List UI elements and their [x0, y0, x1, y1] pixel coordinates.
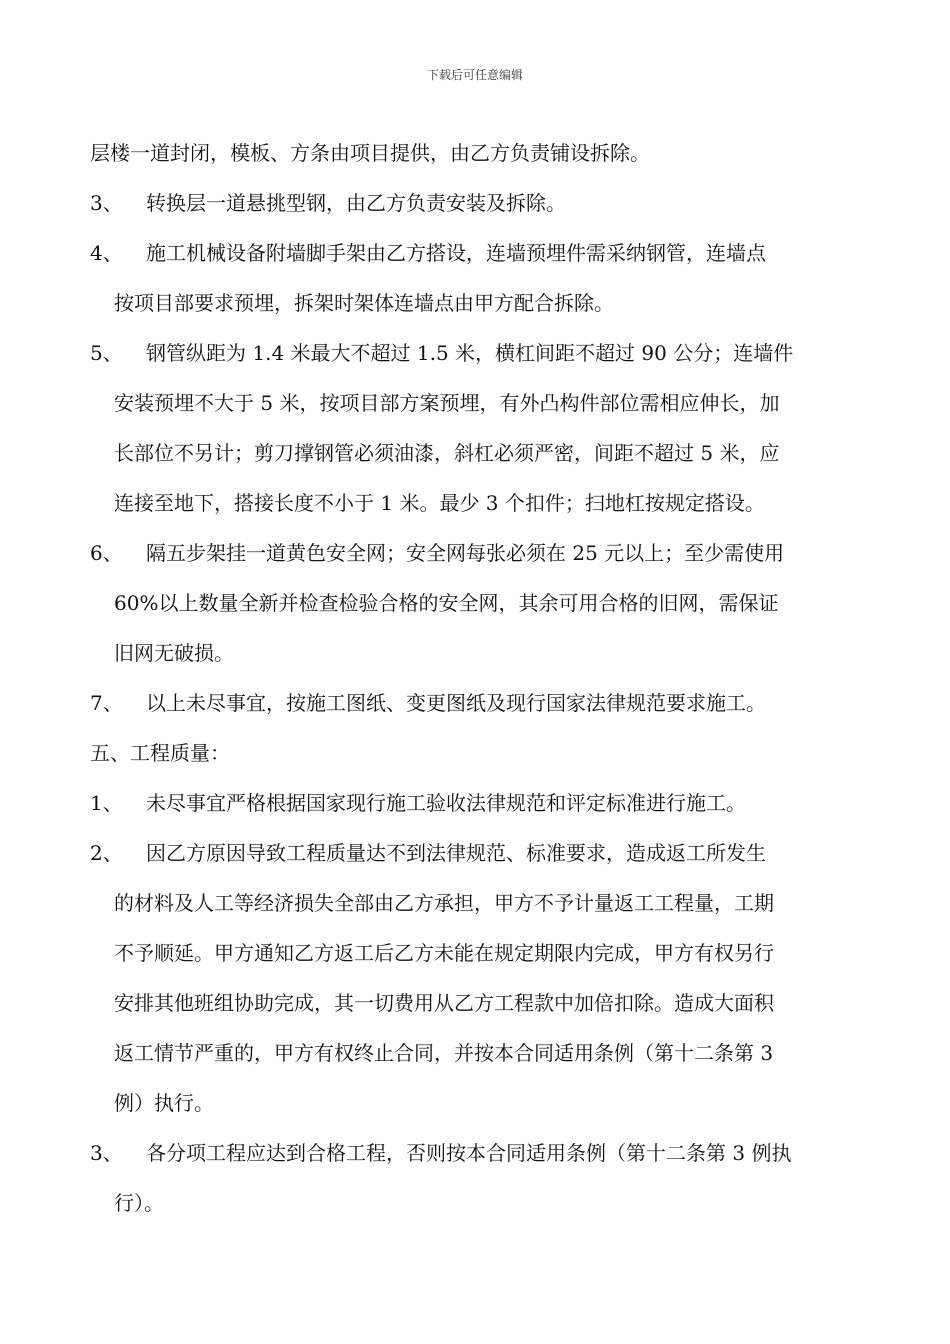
line-text: 行）。 — [114, 1191, 164, 1215]
text-line — [90, 428, 870, 478]
item-number: 3、 — [90, 1141, 123, 1165]
line-text: 例）执行。 — [114, 1091, 214, 1115]
line-text: 旧网无破损。 — [114, 641, 234, 665]
text-line — [90, 128, 870, 178]
text-line — [90, 628, 870, 678]
text-line — [90, 878, 870, 928]
item-number: 2、 — [90, 841, 123, 865]
text-line — [90, 1078, 870, 1128]
line-text: 按项目部要求预埋，拆架时架体连墙点由甲方配合拆除。 — [114, 291, 614, 315]
line-text: 隔五步架挂一道黄色安全网；安全网每张必须在 25 元以上；至少需使用 — [146, 541, 785, 565]
text-line — [90, 1128, 870, 1178]
line-text: 层楼一道封闭，模板、方条由项目提供，由乙方负责铺设拆除。 — [90, 141, 650, 165]
text-line — [90, 828, 870, 878]
text-line — [90, 178, 870, 228]
item-number: 5、 — [90, 341, 123, 365]
text-line — [90, 1178, 870, 1228]
line-text: 的材料及人工等经济损失全部由乙方承担，甲方不予计量返工工程量，工期 — [114, 891, 774, 915]
line-text: 长部位不另计；剪刀撑钢管必须油漆，斜杠必须严密，间距不超过 5 米，应 — [114, 441, 780, 465]
item-number: 3、 — [90, 191, 123, 215]
text-line — [90, 678, 870, 728]
text-line — [90, 578, 870, 628]
line-text: 以上未尽事宜，按施工图纸、变更图纸及现行国家法律规范要求施工。 — [146, 691, 766, 715]
item-number: 1、 — [90, 791, 123, 815]
line-text: 转换层一道悬挑型钢，由乙方负责安装及拆除。 — [146, 191, 566, 215]
line-text: 60%以上数量全新并检查检验合格的安全网，其余可用合格的旧网，需保证 — [114, 591, 779, 615]
line-text: 各分项工程应达到合格工程，否则按本合同适用条例（第十二条第 3 例执 — [146, 1141, 792, 1165]
line-text: 施工机械设备附墙脚手架由乙方搭设，连墙预埋件需采纳钢管，连墙点 — [146, 241, 766, 265]
line-text: 未尽事宜严格根据国家现行施工验收法律规范和评定标准进行施工。 — [146, 791, 746, 815]
document-body — [90, 128, 870, 1228]
line-text: 不予顺延。甲方通知乙方返工后乙方未能在规定期限内完成，甲方有权另行 — [114, 941, 774, 965]
line-text: 五、工程质量： — [90, 741, 230, 765]
text-line — [90, 478, 870, 528]
text-line — [90, 378, 870, 428]
line-text: 安装预埋不大于 5 米，按项目部方案预埋，有外凸构件部位需相应伸长，加 — [114, 391, 780, 415]
text-line — [90, 778, 870, 828]
line-text: 因乙方原因导致工程质量达不到法律规范、标准要求，造成返工所发生 — [146, 841, 766, 865]
line-text: 安排其他班组协助完成，其一切费用从乙方工程款中加倍扣除。造成大面积 — [114, 991, 774, 1015]
line-text: 连接至地下，搭接长度不小于 1 米。最少 3 个扣件；扫地杠按规定搭设。 — [114, 491, 765, 515]
line-text: 钢管纵距为 1.4 米最大不超过 1.5 米，横杠间距不超过 90 公分；连墙件 — [146, 341, 794, 365]
text-line — [90, 728, 870, 778]
item-number: 7、 — [90, 691, 123, 715]
line-text: 返工情节严重的，甲方有权终止合同，并按本合同适用条例（第十二条第 3 — [114, 1041, 774, 1065]
text-line — [90, 928, 870, 978]
item-number: 6、 — [90, 541, 123, 565]
text-line — [90, 1028, 870, 1078]
page-header: 下载后可任意编辑 — [426, 68, 523, 82]
text-line — [90, 278, 870, 328]
item-number: 4、 — [90, 241, 123, 265]
text-line — [90, 228, 870, 278]
text-line — [90, 978, 870, 1028]
text-line — [90, 528, 870, 578]
text-line — [90, 328, 870, 378]
